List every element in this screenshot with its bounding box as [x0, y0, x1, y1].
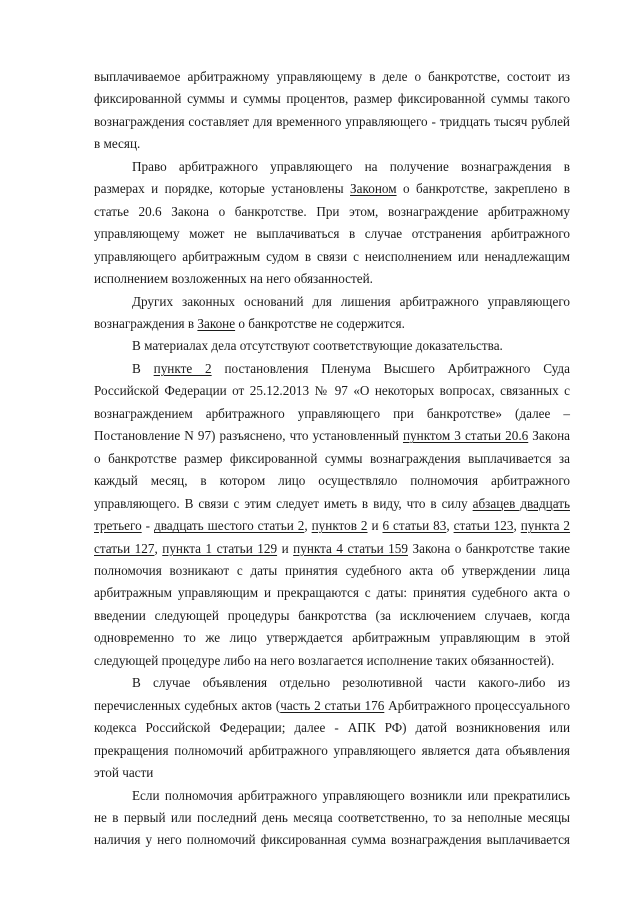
legal-reference-link[interactable]: пункта 2 статьи 127 — [94, 518, 571, 556]
legal-reference-link[interactable]: 6 статьи 83 — [382, 518, 447, 534]
paragraph-text: и — [277, 540, 294, 556]
legal-reference-link[interactable]: пункте 2 — [153, 360, 212, 376]
paragraph — [94, 335, 570, 357]
paragraph-text: Право арбитражного управляющего на получение вознаграждения в размерах и порядке, которые установлены — [94, 158, 570, 197]
paragraph-text: В материалах дела отсутствуют соответствующие доказательства. — [132, 338, 503, 354]
legal-reference-link[interactable]: пунктом 3 статьи 20.6 — [402, 428, 529, 444]
paragraph — [94, 785, 570, 852]
paragraph-text: и — [367, 518, 383, 534]
paragraph — [94, 291, 570, 336]
paragraph-text: Других законных оснований для лишения арбитражного управляющего вознаграждения в — [94, 293, 570, 331]
paragraph — [94, 156, 570, 291]
legal-reference-link[interactable]: пункта 1 статьи 129 — [162, 540, 278, 556]
paragraph-text: выплачиваемое арбитражному управляющему в деле о банкротстве, состоит из фиксированной суммы и суммы процентов, размер фиксированной суммы такого вознаграждения составляет для временного управляющего - тридцать тысяч рублей в месяц. — [94, 69, 570, 152]
legal-reference-link[interactable]: статьи 123 — [453, 518, 514, 534]
legal-reference-link[interactable]: пункта 4 статьи 159 — [293, 540, 408, 556]
paragraph — [94, 672, 570, 784]
paragraph-text: В случае объявления отдельно резолютивной части какого-либо из перечисленных судебных актов ( — [94, 675, 570, 713]
legal-reference-link[interactable]: двадцать шестого статьи 2 — [154, 518, 305, 534]
paragraph-text: Закона о банкротстве такие полномочия возникают с даты принятия судебного акта об утверждении лица арбитражным управляющим и прекращаются с даты: принятия судебного акта о введении следующей процедуры банкротства (за исключением случаев, когда одновременно то же лицо утверждается арбитражным управляющим в этой следующей процедуре либо на него возлагается исполнение таких обязанностей). — [94, 540, 571, 668]
paragraph-text: Закона о банкротстве размер фиксированной суммы вознаграждения выплачивается за каждый месяц, в котором лицо осуществляло полномочия арбитражного управляющего. В связи с этим следует иметь в виду, что в силу — [94, 428, 571, 511]
legal-reference-link[interactable]: Законе — [197, 315, 236, 331]
paragraph-text: , — [304, 518, 312, 534]
legal-reference-link[interactable]: пунктов 2 — [311, 518, 368, 534]
legal-reference-link[interactable]: часть 2 статьи 176 — [280, 697, 385, 713]
paragraph-text: о банкротстве, закреплено в статье 20.6 Закона о банкротстве. При этом, вознаграждение арбитражному управляющему может не выплачиваться в случае отстранения арбитражного управляющего арбитражным судом в связи с неисполнением или ненадлежащим исполнением возложенных на него обязанностей. — [94, 181, 570, 287]
paragraph-text: В — [132, 360, 154, 376]
paragraph-text: Если полномочия арбитражного управляющего возникли или прекратились не в первый или последний день месяца соответственно, то за неполные месяцы наличия у него полномочий фиксированная сумма вознаграждения выплачивается — [94, 787, 570, 848]
paragraph — [94, 66, 570, 156]
paragraph-text: , — [154, 540, 163, 556]
paragraph-text: о банкротстве не содержится. — [235, 315, 405, 331]
paragraph — [94, 358, 570, 672]
paragraph-text: - — [141, 518, 155, 534]
legal-reference-link[interactable]: абзацев двадцать третьего — [94, 495, 570, 534]
paragraph-text: , — [513, 518, 521, 534]
paragraph-text: Арбитражного процессуального кодекса Российской Федерации; далее - АПК РФ) датой возникновения или прекращения полномочий арбитражного управляющего является дата объявления этой части — [94, 697, 570, 781]
paragraph-text: постановления Пленума Высшего Арбитражного Суда Российской Федерации от 25.12.2013 № 97 «О некоторых вопросах, связанных с вознаграждением арбитражного управляющего при банкротстве» (далее – Постановление N 97) разъяснено, что установленный — [94, 360, 570, 444]
legal-reference-link[interactable]: Законом — [350, 181, 397, 197]
document-body — [94, 66, 570, 852]
paragraph-text: , — [446, 518, 454, 534]
